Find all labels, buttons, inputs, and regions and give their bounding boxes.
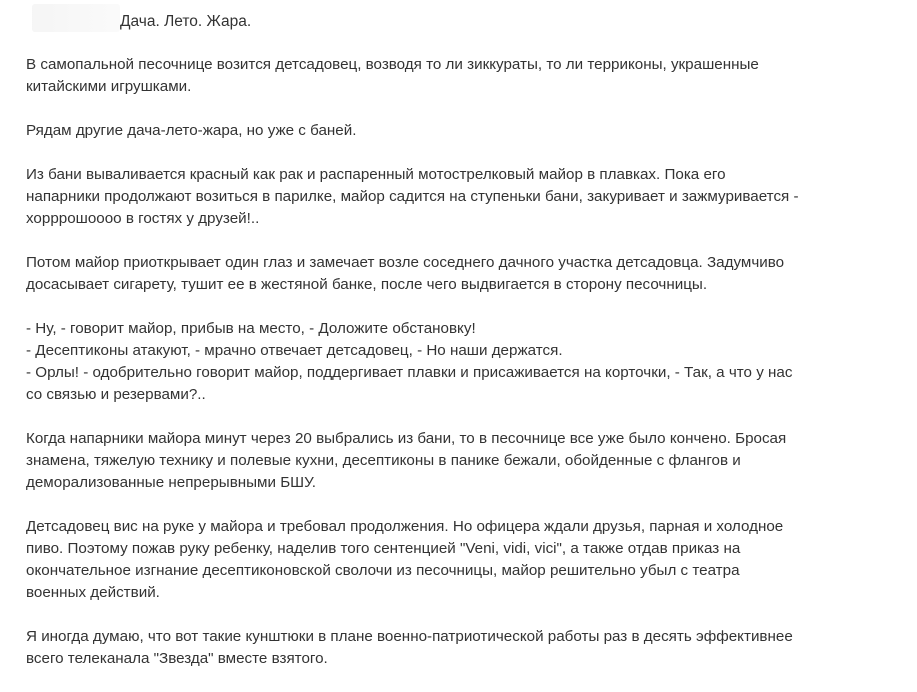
paragraph-line: военных действий. bbox=[26, 584, 160, 601]
post-title: Дача. Лето. Жара. bbox=[120, 13, 252, 30]
paragraph-line: Детсадовец вис на руке у майора и требовал продолжения. Но офицера ждали друзья, парная и холодное bbox=[26, 518, 784, 535]
paragraph bbox=[26, 54, 896, 98]
paragraph-line: знамена, тяжелую технику и полевые кухни, десептиконы в панике бежали, обойденные с флангов и bbox=[26, 452, 741, 469]
paragraph-line: со связью и резервами?.. bbox=[26, 386, 206, 403]
paragraph-line: В самопальной песочнице возится детсадовец, возводя то ли зиккураты, то ли терриконы, украшенные bbox=[26, 56, 759, 73]
paragraph-line: - Ну, - говорит майор, прибыв на место, - Доложите обстановку! bbox=[26, 320, 476, 337]
post-body bbox=[26, 54, 896, 670]
paragraph bbox=[26, 120, 896, 142]
paragraph bbox=[26, 626, 896, 670]
paragraph-line: Потом майор приоткрывает один глаз и замечает возле соседнего дачного участка детсадовца. Задумчиво bbox=[26, 254, 785, 271]
paragraph-line: напарники продолжают возиться в парилке, майор садится на ступеньки бани, закуривает и зажмуривается - bbox=[26, 188, 799, 205]
paragraph-line: Я иногда думаю, что вот такие кунштюки в плане военно-патриотической работы раз в десять эффективнее bbox=[26, 628, 793, 645]
paragraph bbox=[26, 252, 896, 296]
paragraph-line: - Орлы! - одобрительно говорит майор, поддергивает плавки и присаживается на корточки, - Так, а что у нас bbox=[26, 364, 793, 381]
paragraph-line: всего телеканала "Звезда" вместе взятого. bbox=[26, 650, 328, 667]
paragraph bbox=[26, 516, 896, 604]
paragraph-line: деморализованные непрерывными БШУ. bbox=[26, 474, 316, 491]
paragraph-line: - Десептиконы атакуют, - мрачно отвечает детсадовец, - Но наши держатся. bbox=[26, 342, 563, 359]
paragraph-line: досасывает сигарету, тушит ее в жестяной банке, после чего выдвигается в сторону песочницы. bbox=[26, 276, 708, 293]
paragraph bbox=[26, 318, 896, 406]
paragraph-line: Из бани вываливается красный как рак и распаренный мотострелковый майор в плавках. Пока его bbox=[26, 166, 726, 183]
paragraph bbox=[26, 428, 896, 494]
title-row bbox=[26, 0, 896, 40]
avatar bbox=[32, 4, 120, 32]
paragraph-line: Рядам другие дача-лето-жара, но уже с баней. bbox=[26, 122, 357, 139]
paragraph-line: китайскими игрушками. bbox=[26, 78, 192, 95]
paragraph-line: пиво. Поэтому пожав руку ребенку, наделив того сентенцией "Veni, vidi, vici", а также отдав приказ на bbox=[26, 540, 741, 557]
paragraph-line: окончательное изгнание десептиконовской сволочи из песочницы, майор решительно убыл с театра bbox=[26, 562, 740, 579]
paragraph bbox=[26, 164, 896, 230]
paragraph-line: хорррошоооо в гостях у друзей!.. bbox=[26, 210, 260, 227]
paragraph-line: Когда напарники майора минут через 20 выбрались из бани, то в песочнице все уже было кончено. Бросая bbox=[26, 430, 787, 447]
article bbox=[26, 0, 896, 692]
